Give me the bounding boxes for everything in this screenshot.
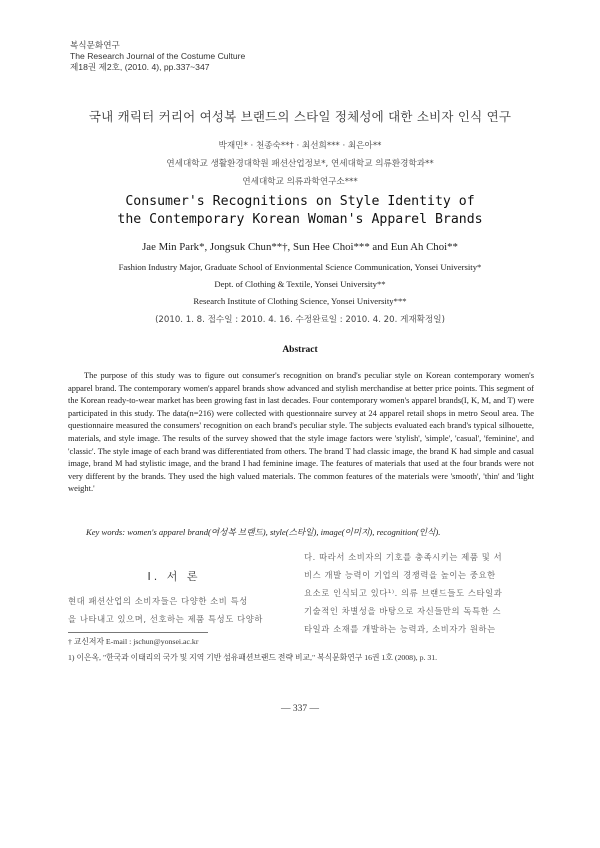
page-number: — 337 — (281, 704, 319, 714)
title-english-line-2: the Contemporary Korean Woman's Apparel Brands (117, 212, 483, 227)
affiliation-english-1: Fashion Industry Major, Graduate School of Envionmental Science Communication, Yonsei University* (118, 262, 482, 272)
affiliation-korean-2: 연세대학교 의류과학연구소*** (242, 177, 358, 187)
keywords: Key words: women's apparel brand(여성복 브랜드), style(스타일), image(이미지), recognition(인식). (86, 527, 441, 537)
journal-name-korean: 복식문화연구 (70, 40, 120, 50)
body-line: 다. 따라서 소비자의 기호를 충족시키는 제품 및 서 (304, 552, 503, 562)
body-text: . 의류 브랜드들도 스타일과 (394, 588, 503, 598)
body-line: 현대 패션산업의 소비자들은 다양한 소비 특성 (68, 596, 248, 606)
body-line: 비스 개발 능력이 기업의 경쟁력을 높이는 중요한 (304, 570, 496, 580)
title-english-line-1: Consumer's Recognitions on Style Identity of (125, 194, 475, 209)
abstract-heading: Abstract (282, 345, 318, 355)
received-dates: (2010. 1. 8. 접수일 : 2010. 4. 16. 수정완료일 : 2010. 4. 20. 게재확정일) (155, 315, 445, 325)
body-line: 타일과 소재를 개발하는 능력과, 소비자가 원하는 (304, 624, 496, 634)
affiliation-korean-1: 연세대학교 생활환경대학원 패션산업정보*, 연세대학교 의류환경학과** (166, 159, 434, 169)
journal-issue: 제18권 제2호, (2010. 4), pp.337~347 (70, 62, 210, 72)
footnote-divider (68, 632, 208, 633)
title-korean: 국내 캐릭터 커리어 여성복 브랜드의 스타일 정체성에 대한 소비자 인식 연구 (88, 109, 512, 124)
journal-header (70, 40, 245, 73)
body-text: 요소로 인식되고 있다 (304, 588, 389, 598)
body-line: 기술적인 차별성을 바탕으로 자신들만의 독특한 스 (304, 606, 502, 616)
section-heading-introduction: Ⅰ. 서 론 (147, 570, 201, 583)
body-column-right (304, 548, 534, 638)
journal-name-english: The Research Journal of the Costume Culture (70, 51, 246, 61)
body-line: 을 나타내고 있으며, 선호하는 제품 특성도 다양하 (68, 614, 263, 624)
body-column-left (68, 592, 280, 628)
abstract-body: The purpose of this study was to figure out consumer's recognition on brand's peculiar style on Korean contemporary women's apparel brand. The contemporary women's apparel brands show advanced and stylish merchandise at better price points. This segment of the Korean ready-to-wear market has been growing fast in last decades. Four contemporary women's apparel brands(I, K, M, and T) were participated in this study. The data(n=216) were collected with questionnaire survey at 24 apparel retail shops in metro Seoul area. The questionnaire measured the consumers' recognition on each brand's peculiar style. The subjects evaluated each brand's typical silhouette, materials, and style image. The results of the survey showed that the style image factors were 'stylish', 'simple', 'casual', 'feminine', and 'classic'. The style image of each brand was differentiated from others. The brand T had classic image, the brand K had simple and casual image, brand M had stylistic image, and the brand I had feminine image. The features of materials that used at the four brands were not very different by the brands. They used the high valued materials. The common features of the materials were 'smooth', 'thin' and 'light weight.' (68, 370, 534, 494)
body-line (304, 584, 534, 602)
footnote-corresponding-author: † 교신저자 E-mail : jschun@yonsei.ac.kr (68, 637, 199, 646)
title-english (0, 193, 600, 229)
affiliation-english-3: Research Institute of Clothing Science, Yonsei University*** (193, 296, 407, 306)
footnote-1: 1) 이은옥, "한국과 이태리의 국가 및 지역 기반 섬유패션브랜드 전략 비교," 복식문화연구 16권 1호 (2008), p. 31. (68, 653, 438, 662)
authors-korean: 박재민* · 천종숙**† · 최선희*** · 최은아** (218, 141, 382, 151)
footnote-ref: ¹⁾ (388, 588, 395, 598)
affiliation-english-2: Dept. of Clothing & Textile, Yonsei University** (214, 279, 386, 289)
authors-english: Jae Min Park*, Jongsuk Chun**†, Sun Hee Choi*** and Eun Ah Choi** (142, 241, 458, 253)
